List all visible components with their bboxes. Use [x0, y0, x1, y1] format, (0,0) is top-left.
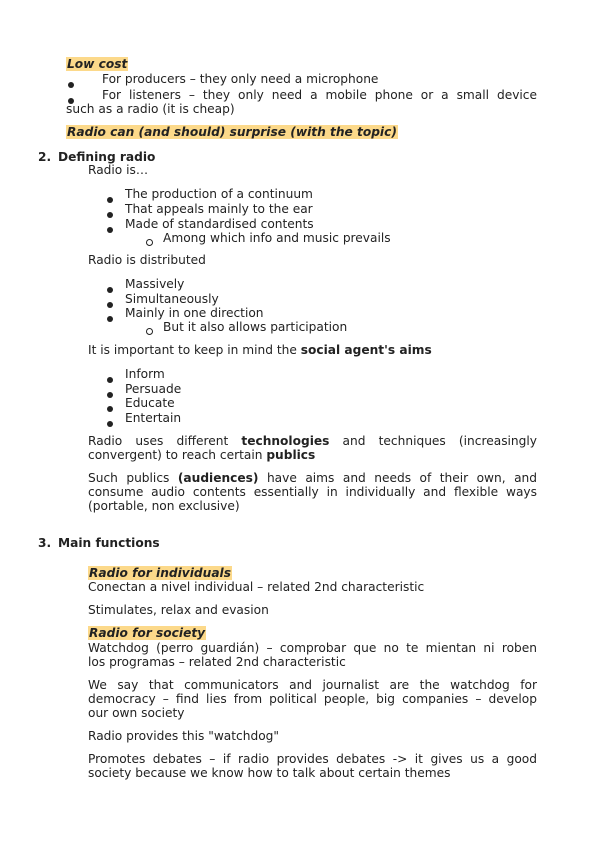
society-heading: Radio for society: [89, 626, 206, 640]
aims-line: [88, 343, 432, 357]
we-say-line3: our own society: [88, 706, 185, 720]
provides-text: Radio provides this "watchdog": [88, 729, 280, 743]
tech-text: convergent) to reach certain: [88, 448, 267, 462]
list-item: Persuade: [125, 382, 182, 396]
list-item: Made of standardised contents: [125, 217, 314, 231]
watchdog-line2: los programas – related 2nd characteristic: [88, 655, 346, 669]
section-2-heading: [38, 150, 155, 164]
debates-line2: society because we know how to talk about certain themes: [88, 766, 451, 780]
sub-bullet-icon: [146, 235, 153, 249]
tech-text: Radio uses different: [88, 434, 242, 448]
bullet-icon: [107, 416, 113, 430]
publics-text: have aims and needs of their own, and: [258, 471, 538, 485]
list-item: Entertain: [125, 411, 182, 425]
bullet-icon: [107, 282, 113, 296]
tech-text: and techniques (increasingly: [329, 434, 537, 448]
audiences-bold: (audiences): [177, 471, 259, 485]
bullet-icon: [107, 387, 113, 401]
producers-bullet: For producers – they only need a microphone: [102, 72, 379, 86]
technologies-line1: [88, 434, 537, 448]
bullet-icon: [107, 222, 113, 236]
list-sub-item: Among which info and music prevails: [163, 231, 391, 245]
stimulates-text: Stimulates, relax and evasion: [88, 603, 269, 617]
list-item: Mainly in one direction: [125, 306, 264, 320]
radio-is-label: Radio is…: [88, 163, 149, 177]
listeners-bullet-line1: For listeners – they only need a mobile phone or a small device: [102, 88, 537, 102]
debates-line1: Promotes debates – if radio provides debates -> it gives us a good: [88, 752, 537, 766]
section-number: 2.: [38, 150, 52, 164]
technologies-line2: [88, 448, 315, 462]
section-title: Defining radio: [58, 150, 156, 164]
section-number: 3.: [38, 536, 52, 550]
bullet-icon: [107, 297, 113, 311]
sub-bullet-icon: [146, 324, 153, 338]
publics-bold: publics: [266, 448, 316, 462]
section-title: Main functions: [58, 536, 160, 550]
list-item: That appeals mainly to the ear: [125, 202, 313, 216]
list-item: Simultaneously: [125, 292, 219, 306]
section-3-heading: [38, 536, 160, 550]
bullet-icon: [107, 311, 113, 325]
tech-bold: technologies: [241, 434, 330, 448]
distributed-label: Radio is distributed: [88, 253, 206, 267]
bullet-icon: [107, 372, 113, 386]
bullet-icon: [107, 192, 113, 206]
individuals-text: Conectan a nivel individual – related 2nd characteristic: [88, 580, 425, 594]
listeners-bullet-line2: such as a radio (it is cheap): [66, 102, 235, 116]
list-item: Educate: [125, 396, 175, 410]
list-item: Massively: [125, 277, 185, 291]
list-sub-item: But it also allows participation: [163, 320, 348, 334]
surprise-heading: Radio can (and should) surprise (with the topic): [67, 125, 397, 139]
individuals-heading: Radio for individuals: [89, 566, 231, 580]
aims-prefix: It is important to keep in mind the: [88, 343, 301, 357]
bullet-icon: [107, 207, 113, 221]
publics-line3: (portable, non exclusive): [88, 499, 240, 513]
watchdog-line1: Watchdog (perro guardián) – comprobar que no te mientan ni roben: [88, 641, 537, 655]
bullet-icon: [68, 77, 74, 91]
we-say-line2: democracy – find lies from political people, big companies – develop: [88, 692, 537, 706]
bullet-icon: [107, 401, 113, 415]
low-cost-heading: Low cost: [67, 57, 128, 71]
list-item: Inform: [125, 367, 165, 381]
we-say-line1: We say that communicators and journalist are the watchdog for: [88, 678, 537, 692]
publics-line2: consume audio contents essentially in individually and flexible ways: [88, 485, 537, 499]
publics-line1: [88, 471, 537, 485]
aims-bold: social agent's aims: [300, 343, 432, 357]
list-item: The production of a continuum: [125, 187, 313, 201]
publics-text: Such publics: [88, 471, 178, 485]
